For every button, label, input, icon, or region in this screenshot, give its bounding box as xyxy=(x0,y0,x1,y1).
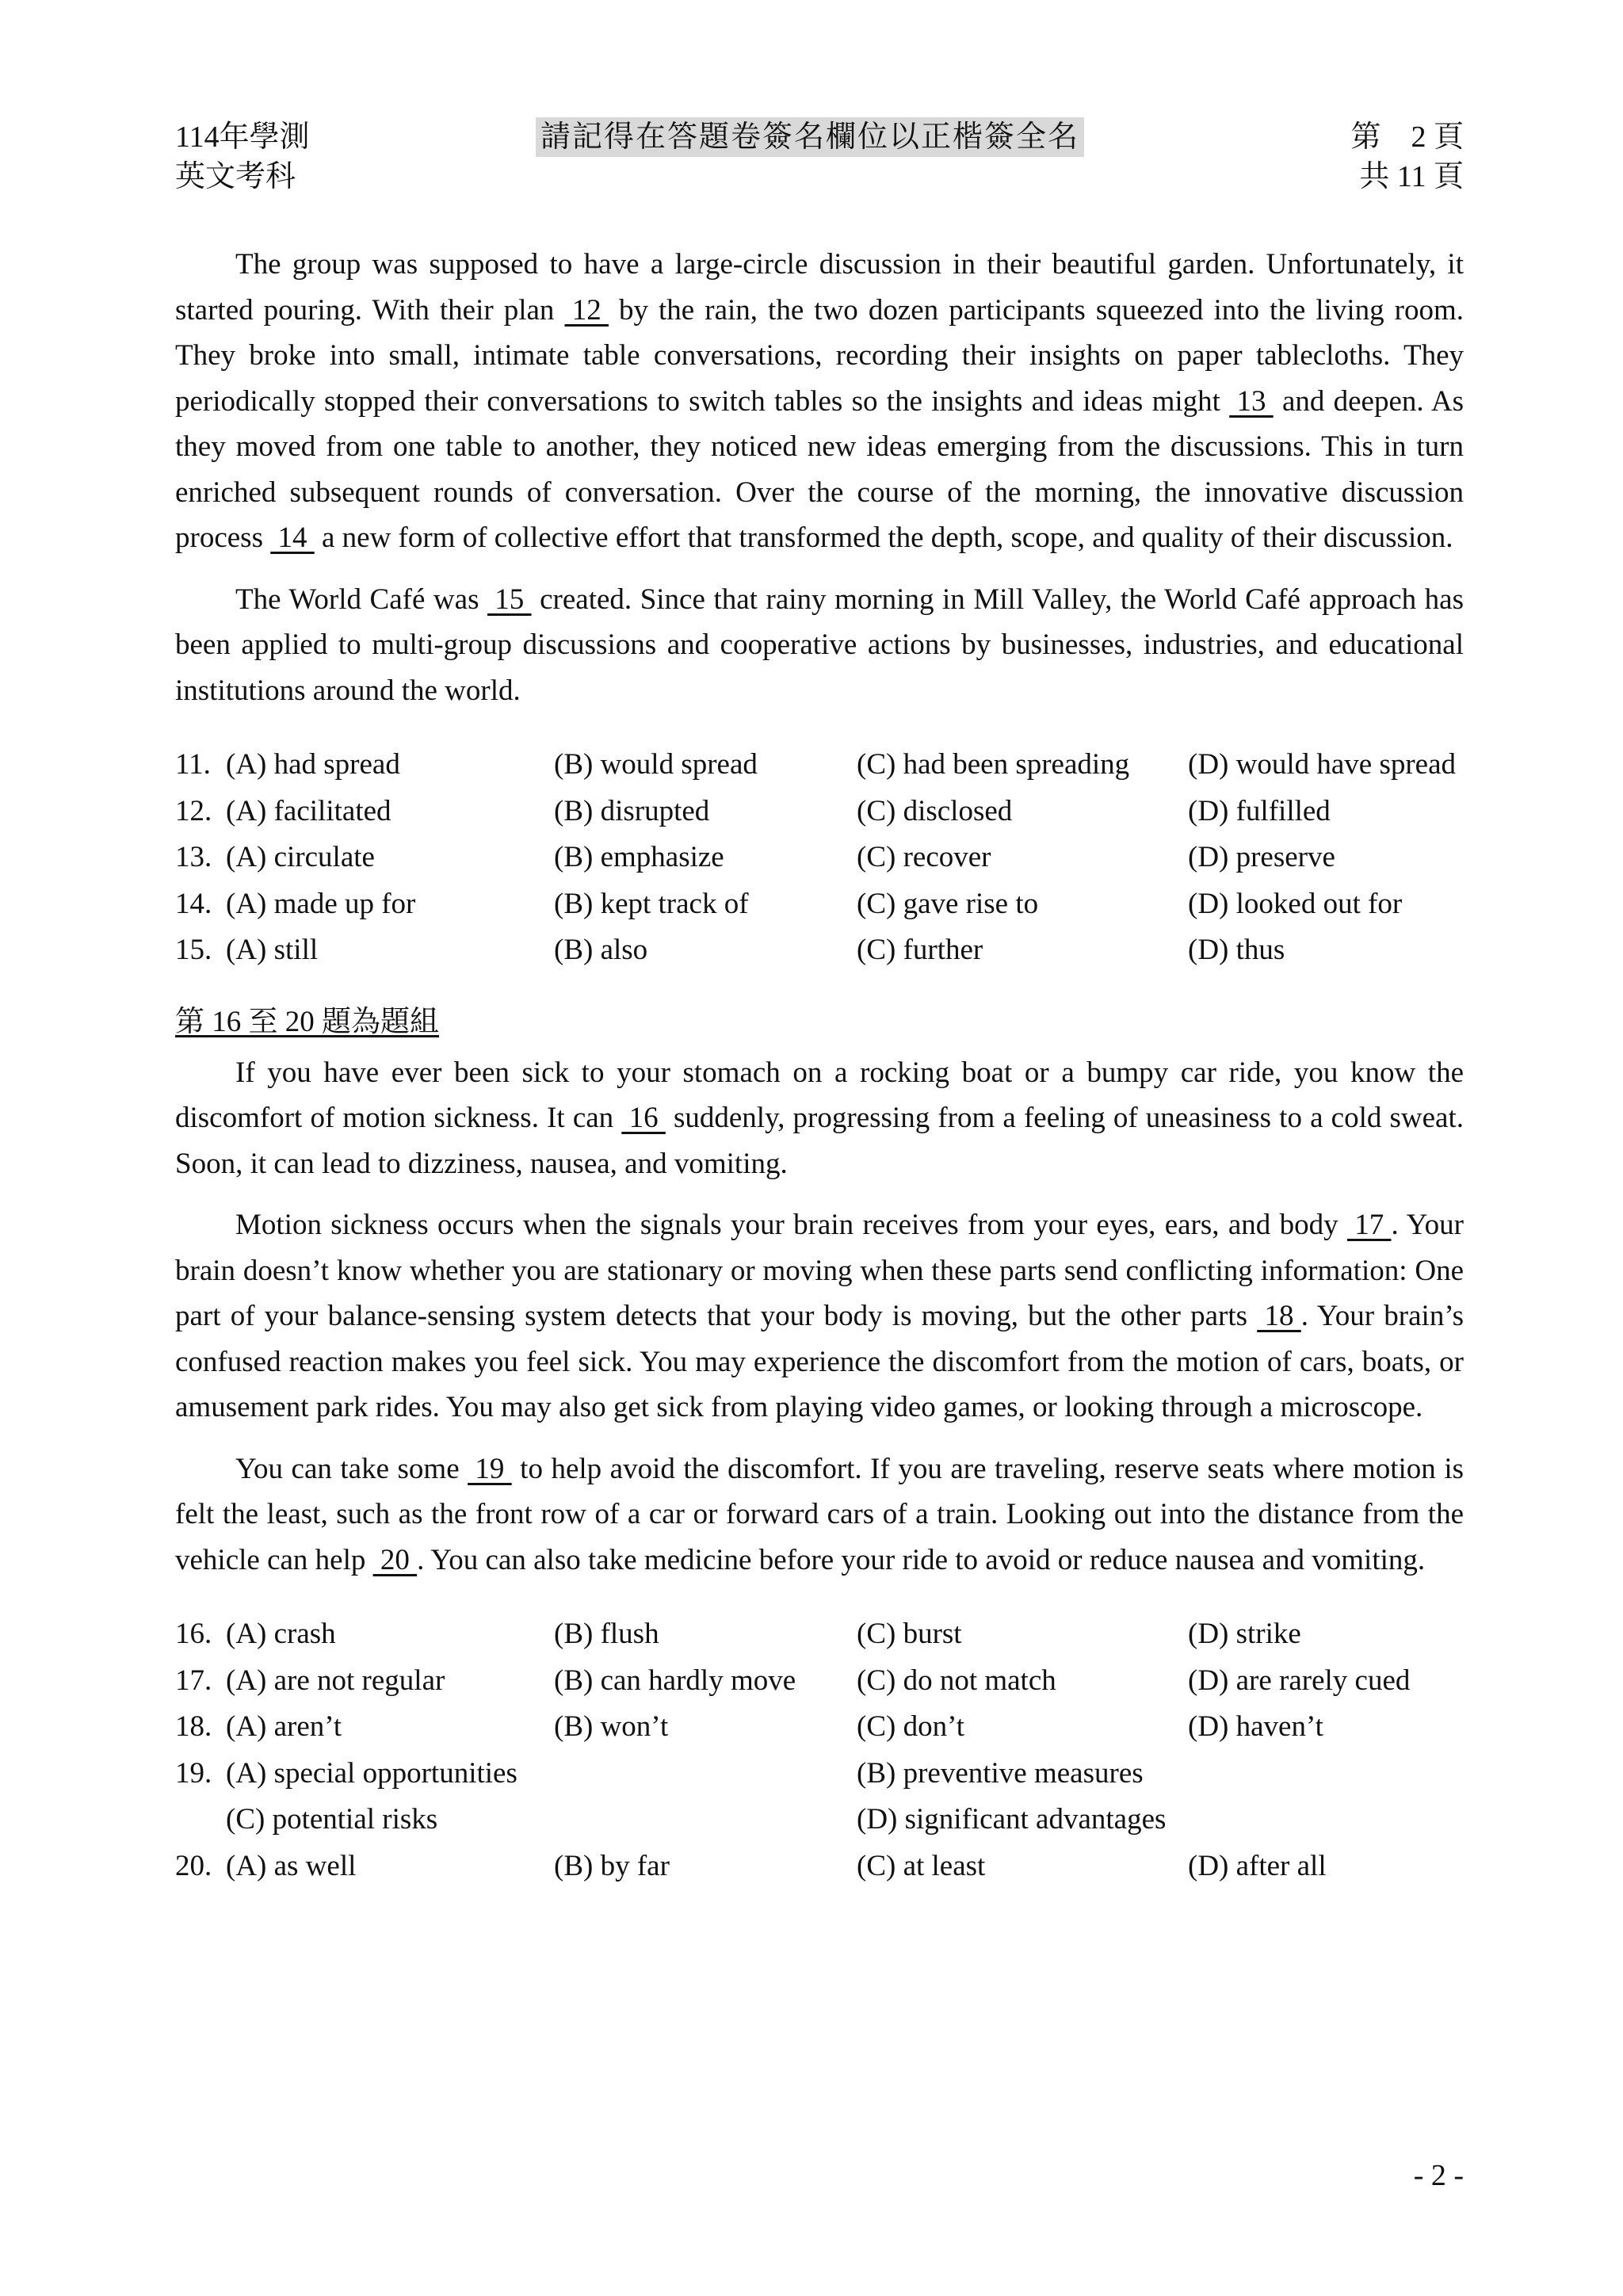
header-exam-info xyxy=(175,117,310,197)
option-b: (B) won’t xyxy=(554,1710,669,1743)
option-b: (B) kept track of xyxy=(554,887,749,920)
header-page-info xyxy=(1350,117,1464,197)
question-row xyxy=(175,835,1464,881)
option-a: (A) had spread xyxy=(226,748,400,781)
option-d: (D) fulfilled xyxy=(1188,794,1331,827)
question-list-11-15 xyxy=(175,742,1464,974)
question-row xyxy=(175,742,1464,789)
option-b: (B) preventive measures xyxy=(857,1756,1144,1790)
subject-label: 英文考科 xyxy=(175,160,296,193)
option-d: (D) preserve xyxy=(1188,841,1335,873)
option-c: (C) further xyxy=(857,934,983,966)
option-c: (C) potential risks xyxy=(226,1803,438,1836)
passage1-paragraph2 xyxy=(175,577,1464,714)
blank-17: 17 xyxy=(1346,1209,1392,1241)
passage-text: If you have ever been sick to your stomach on a rocking boat or a bumpy car ride, you know the discomfort of motion sickness. It can xyxy=(175,1056,1464,1134)
option-d: (D) significant advantages xyxy=(857,1803,1167,1836)
option-c: (C) at least xyxy=(857,1849,986,1882)
question-row xyxy=(175,1843,1464,1890)
blank-12: 12 xyxy=(564,293,609,327)
question-number: 12. xyxy=(175,794,212,827)
option-c: (C) recover xyxy=(857,841,991,873)
passage-text: by the rain, the two dozen participants squeezed into the living room. They broke into small, intimate table conversations, recording their insights on paper tablecloths. They periodically stopped their conversations to switch tables so the insights and ideas might xyxy=(175,293,1464,418)
page-number: - 2 - xyxy=(1413,2159,1464,2192)
question-number: 17. xyxy=(175,1664,212,1697)
question-number: 11. xyxy=(175,748,211,781)
passage-text: a new form of collective effort that transformed the depth, scope, and quality of their discussion. xyxy=(314,521,1453,554)
option-b: (B) emphasize xyxy=(554,841,724,873)
option-a: (A) made up for xyxy=(226,887,416,920)
option-b: (B) can hardly move xyxy=(554,1664,796,1697)
question-number: 20. xyxy=(175,1849,212,1882)
blank-13: 13 xyxy=(1229,384,1274,418)
blank-14: 14 xyxy=(270,521,315,554)
blank-15: 15 xyxy=(487,583,532,616)
question-number: 19. xyxy=(175,1756,212,1790)
option-c: (C) had been spreading xyxy=(857,748,1130,781)
option-b: (B) also xyxy=(554,934,648,966)
current-page-label: 第 2 頁 xyxy=(1350,120,1464,154)
option-b: (B) flush xyxy=(554,1618,659,1650)
option-c: (C) do not match xyxy=(857,1664,1056,1697)
blank-16: 16 xyxy=(621,1102,666,1134)
question-number: 13. xyxy=(175,841,212,873)
option-d: (D) after all xyxy=(1188,1849,1327,1882)
option-a: (A) as well xyxy=(226,1849,357,1882)
option-a: (A) aren’t xyxy=(226,1710,342,1743)
option-c: (C) don’t xyxy=(857,1710,965,1743)
option-a: (A) special opportunities xyxy=(226,1756,517,1790)
passage2-paragraph3 xyxy=(175,1446,1464,1584)
question-row xyxy=(175,1704,1464,1751)
option-a: (A) crash xyxy=(226,1618,336,1650)
passage-text: to help avoid the discomfort. If you are traveling, reserve seats where motion is felt the least, such as the front row of a car or forward cars of a train. Looking out into the distance from the vehicle can help xyxy=(175,1452,1465,1576)
passage-text: . Your brain doesn’t know whether you are stationary or moving when these parts send conflicting information: One part of your balance-sensing system detects that your body is moving, but the other parts xyxy=(175,1209,1464,1332)
question-row-continued xyxy=(175,1797,1464,1843)
passage-text: . Your brain’s confused reaction makes you feel sick. You may experience the discomfort from the motion of cars, boats, or amusement park rides. You may also get sick from playing video games, or looking through a microscope. xyxy=(175,1300,1464,1423)
total-pages-label: 共 11 頁 xyxy=(1359,160,1464,193)
blank-20: 20 xyxy=(372,1543,418,1576)
blank-19: 19 xyxy=(468,1452,512,1485)
passage-text: You can take some xyxy=(235,1452,468,1485)
passage-text: suddenly, progressing from a feeling of uneasiness to a cold sweat. Soon, it can lead to dizziness, nausea, and vomiting. xyxy=(175,1102,1464,1180)
option-d: (D) would have spread xyxy=(1188,748,1457,781)
question-row xyxy=(175,927,1464,974)
option-b: (B) would spread xyxy=(554,748,758,781)
passage-text: The World Café was xyxy=(235,583,488,616)
option-a: (A) facilitated xyxy=(226,794,391,827)
option-a: (A) still xyxy=(226,934,319,966)
option-c: (C) gave rise to xyxy=(857,887,1039,920)
question-row xyxy=(175,881,1464,928)
passage2-paragraph2 xyxy=(175,1202,1464,1431)
option-d: (D) are rarely cued xyxy=(1188,1664,1411,1697)
blank-18: 18 xyxy=(1257,1300,1301,1332)
option-c: (C) disclosed xyxy=(857,794,1013,827)
question-row xyxy=(175,1751,1464,1797)
passage-text: and deepen. As they moved from one table to another, they noticed new ideas emerging from the discussions. This in turn enriched subsequent rounds of conversation. Over the course of the morning, the innovative discussion process xyxy=(175,384,1464,554)
option-d: (D) thus xyxy=(1188,934,1285,966)
passage-text: . You can also take medicine before your ride to avoid or reduce nausea and vomiting. xyxy=(417,1543,1426,1576)
question-number: 15. xyxy=(175,934,212,966)
question-number: 16. xyxy=(175,1618,212,1650)
passage-text: The group was supposed to have a large-circle discussion in their beautiful garden. Unfortunately, it started pouring. With their plan xyxy=(175,248,1464,327)
option-b: (B) by far xyxy=(554,1849,670,1882)
question-number: 18. xyxy=(175,1710,212,1743)
option-c: (C) burst xyxy=(857,1618,962,1650)
question-row xyxy=(175,1658,1464,1705)
question-number: 14. xyxy=(175,887,212,920)
option-a: (A) circulate xyxy=(226,841,375,873)
question-list-16-20 xyxy=(175,1611,1464,1889)
question-row xyxy=(175,789,1464,835)
main-content xyxy=(175,242,1464,1889)
passage-text: created. Since that rainy morning in Mill Valley, the World Café approach has been applied to multi-group discussions and cooperative actions by businesses, industries, and educational institutions around the world. xyxy=(175,583,1464,707)
question-row xyxy=(175,1611,1464,1658)
passage1-paragraph1 xyxy=(175,242,1464,561)
option-d: (D) looked out for xyxy=(1188,887,1403,920)
passage2-paragraph1 xyxy=(175,1050,1464,1187)
option-b: (B) disrupted xyxy=(554,794,710,827)
option-d: (D) strike xyxy=(1188,1618,1301,1650)
passage-text: Motion sickness occurs when the signals your brain receives from your eyes, ears, and body xyxy=(235,1209,1347,1241)
option-a: (A) are not regular xyxy=(226,1664,445,1697)
signature-reminder-banner: 請記得在答題卷簽名欄位以正楷簽全名 xyxy=(536,117,1084,157)
option-d: (D) haven’t xyxy=(1188,1710,1323,1743)
exam-year-label: 114年學測 xyxy=(175,120,310,154)
question-group-title: 第 16 至 20 題為題組 xyxy=(175,1005,439,1038)
